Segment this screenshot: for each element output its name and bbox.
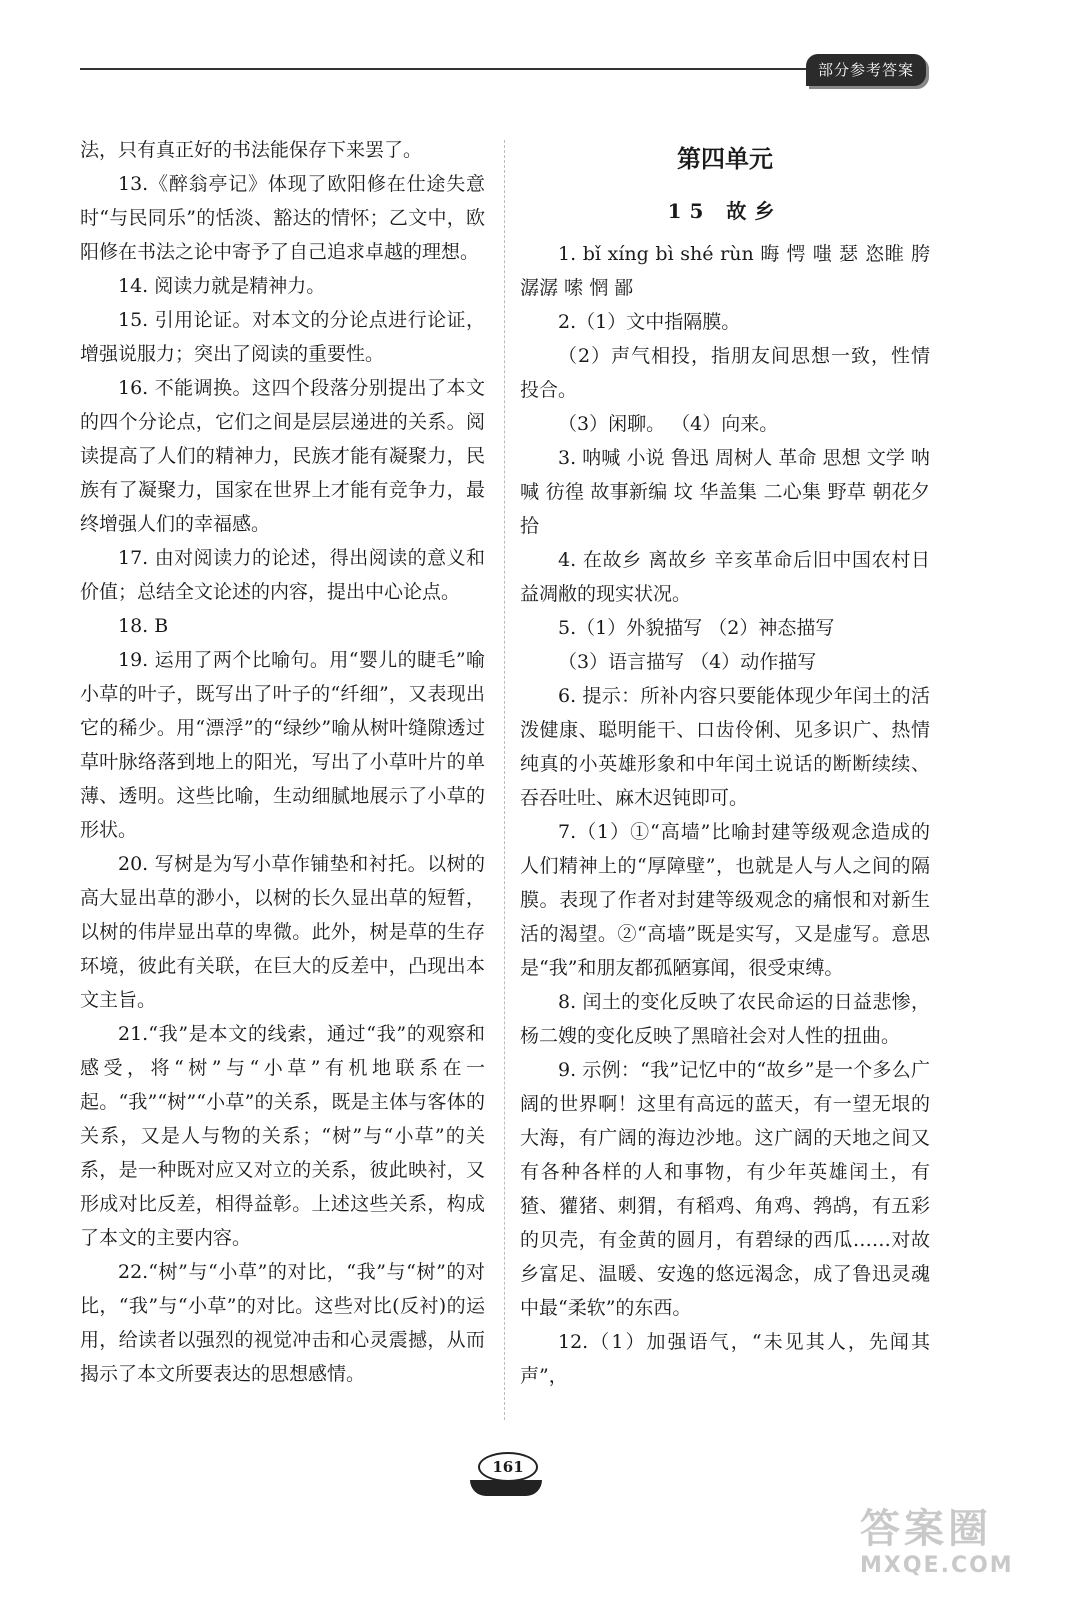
answer-paragraph: 17. 由对阅读力的论述，得出阅读的意义和价值；总结全文论述的内容，提出中心论点。 bbox=[80, 547, 485, 603]
answer-paragraph: （3）闲聊。 （4）向来。 bbox=[558, 413, 779, 435]
answer-paragraph: 法，只有真正好的书法能保存下来罢了。 bbox=[80, 139, 423, 161]
section-badge: 部分参考答案 bbox=[806, 54, 926, 86]
answer-paragraph: 19. 运用了两个比喻句。用“婴儿的睫毛”喻小草的叶子，既写出了叶子的“纤细”，又表现出它的稀少。用“漂浮”的“绿纱”喻从树叶缝隙透过草叶脉络落到地上的阳光，写出了小草叶片的单薄、透明。这些比喻，生动细腻地展示了小草的形状。 bbox=[80, 649, 485, 841]
answer-paragraph: 7.（1）①“高墙”比喻封建等级观念造成的人们精神上的“厚障壁”，也就是人与人之间的隔膜。表现了作者对封建等级观念的痛恨和对新生活的渴望。②“高墙”既是实写，又是虚写。意思是“我”和朋友都孤陋寡闻，很受束缚。 bbox=[520, 821, 930, 979]
answer-paragraph: （3）语言描写 （4）动作描写 bbox=[558, 651, 817, 673]
answer-paragraph: （2）声气相投，指朋友间思想一致，性情投合。 bbox=[520, 345, 930, 401]
answer-paragraph: 6. 提示：所补内容只要能体现少年闰土的活泼健康、聪明能干、口齿伶俐、见多识广、热情纯真的小英雄形象和中年闰土说话的断断续续、吞吞吐吐、麻木迟钝即可。 bbox=[520, 685, 930, 809]
page-number-badge bbox=[460, 1452, 550, 1500]
answer-paragraph: 5.（1）外貌描写 （2）神态描写 bbox=[558, 617, 835, 639]
answer-paragraph: 8. 闰土的变化反映了农民命运的日益悲惨，杨二嫂的变化反映了黑暗社会对人性的扭曲。 bbox=[520, 991, 930, 1047]
column-divider bbox=[504, 140, 505, 1420]
answer-paragraph: 9. 示例：“我”记忆中的“故乡”是一个多么广阔的世界啊！这里有高远的蓝天，有一望无垠的大海，有广阔的海边沙地。这广阔的天地之间又有各种各样的人和事物，有少年英雄闰土，有猹、獾猪、刺猬，有稻鸡、角鸡、鹁鸪，有五彩的贝壳，有金黄的圆月，有碧绿的西瓜……对故乡富足、温暖、安逸的悠远渴念，成了鲁迅灵魂中最“柔软”的东西。 bbox=[520, 1059, 930, 1319]
lesson-title: 15 故乡 bbox=[667, 199, 783, 223]
answer-paragraph: 1. bǐ xíng bì shé rùn 晦 愕 嗤 瑟 恣睢 胯 潺潺 嗦 惘 鄙 bbox=[520, 243, 930, 299]
answer-paragraph: 16. 不能调换。这四个段落分别提出了本文的四个分论点，它们之间是层层递进的关系。阅读提高了人们的精神力，民族才能有凝聚力，民族有了凝聚力，国家在世界上才能有竞争力，最终增强人们的幸福感。 bbox=[80, 377, 485, 535]
answer-paragraph: 4. 在故乡 离故乡 辛亥革命后旧中国农村日益凋敝的现实状况。 bbox=[520, 549, 930, 605]
answer-paragraph: 2.（1）文中指隔膜。 bbox=[558, 311, 741, 333]
right-paragraphs bbox=[520, 237, 930, 1393]
answer-paragraph: 3. 呐喊 小说 鲁迅 周树人 革命 思想 文学 呐喊 彷徨 故事新编 坟 华盖集 二心集 野草 朝花夕拾 bbox=[520, 447, 930, 537]
unit-title: 第四单元 bbox=[677, 145, 773, 173]
answer-paragraph: 12.（1）加强语气，“未见其人，先闻其声”， bbox=[520, 1331, 930, 1387]
mortarboard-icon bbox=[470, 1480, 542, 1496]
answer-paragraph: 14. 阅读力就是精神力。 bbox=[118, 275, 326, 297]
right-column bbox=[520, 133, 930, 1393]
watermark bbox=[860, 1505, 1060, 1585]
answer-paragraph: 13.《醉翁亭记》体现了欧阳修在仕途失意时“与民同乐”的恬淡、豁达的情怀；乙文中，欧阳修在书法之论中寄予了自己追求卓越的理想。 bbox=[80, 173, 485, 263]
answer-paragraph: 20. 写树是为写小草作铺垫和衬托。以树的高大显出草的渺小，以树的长久显出草的短暂，以树的伟岸显出草的卑微。此外，树是草的生存环境，彼此有关联，在巨大的反差中，凸现出本文主旨。 bbox=[80, 853, 485, 1011]
left-column bbox=[80, 133, 485, 1391]
answer-paragraph: 21.“我”是本文的线索，通过“我”的观察和感受，将“树”与“小草”有机地联系在一起。“我”“树”“小草”的关系，既是主体与客体的关系，又是人与物的关系；“树”与“小草”的关系，是一种既对应又对立的关系，彼此映衬，又形成对比反差，相得益彰。上述这些关系，构成了本文的主要内容。 bbox=[80, 1023, 485, 1249]
header-rule bbox=[80, 68, 810, 70]
watermark-logo: 答案圈 bbox=[860, 1506, 992, 1552]
answer-paragraph: 15. 引用论证。对本文的分论点进行论证，增强说服力；突出了阅读的重要性。 bbox=[80, 309, 485, 365]
answer-paragraph: 18. B bbox=[118, 615, 169, 637]
watermark-url: MXQE.COM bbox=[860, 1553, 1014, 1578]
answer-paragraph: 22.“树”与“小草”的对比，“我”与“树”的对比，“我”与“小草”的对比。这些对比(反衬)的运用，给读者以强烈的视觉冲击和心灵震撼，从而揭示了本文所要表达的思想感情。 bbox=[80, 1261, 485, 1385]
page-number: 161 bbox=[478, 1452, 538, 1482]
